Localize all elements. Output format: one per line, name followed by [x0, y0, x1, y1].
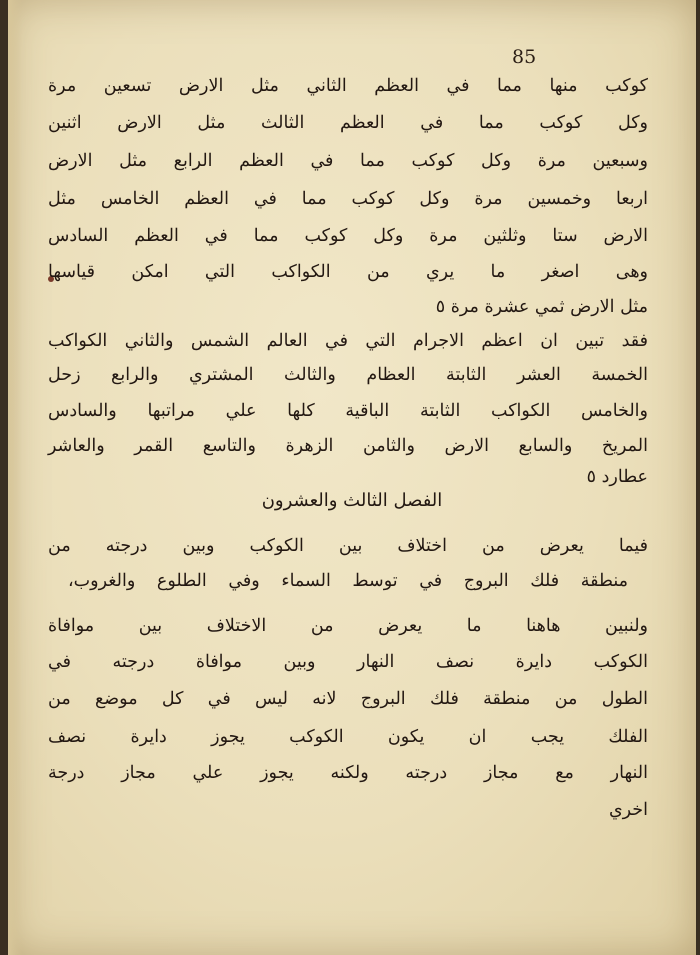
chapter-subtitle-line: منطقة فلك البروج في توسط السماء وفي الطلوع والغروب،: [68, 571, 628, 591]
text-line: وكل كوكب مما في العظم الثالث مثل الارض اثنين: [48, 113, 648, 133]
manuscript-page: [8, 0, 696, 955]
text-line: الخمسة العشر الثابتة العظام والثالث المشتري والرابع زحل: [48, 365, 648, 385]
chapter-subtitle-line: فيما يعرض من اختلاف بين الكوكب وبين درجته من: [48, 536, 648, 556]
text-line: النهار مع مجاز درجته ولكنه يجوز علي مجاز درجة: [48, 763, 648, 783]
text-line: كوكب منها مما في العظم الثاني مثل الارض تسعين مرة: [48, 76, 648, 96]
text-line: الكوكب دايرة نصف النهار وبين موافاة درجته في: [48, 652, 648, 672]
text-line: وسبعين مرة وكل كوكب مما في العظم الرابع مثل الارض: [48, 151, 648, 171]
text-line: الفلك يجب ان يكون الكوكب يجوز دايرة نصف: [48, 727, 648, 747]
chapter-title: الفصل الثالث والعشرون: [261, 490, 443, 511]
page-binding-edge: [8, 0, 22, 955]
text-line: عطارد ٥: [586, 467, 648, 487]
text-line: ولنبين هاهنا ما يعرض من الاختلاف بين موافاة: [48, 616, 648, 636]
text-line: اخري: [608, 800, 648, 820]
text-line: المريخ والسابع الارض والثامن الزهرة والتاسع القمر والعاشر: [48, 436, 648, 456]
text-line: الطول من منطقة فلك البروج لانه ليس في كل موضع من: [48, 689, 648, 709]
text-line: وهى اصغر ما يري من الكواكب التي امكن قياسها: [48, 262, 648, 282]
page-number: 85: [512, 46, 537, 68]
text-line: مثل الارض ثمي عشرة مرة ٥: [435, 297, 648, 317]
text-line: فقد تبين ان اعظم الاجرام التي في العالم الشمس والثاني الكواكب: [48, 331, 648, 351]
text-line: والخامس الكواكب الثابتة الباقية كلها علي مراتبها والسادس: [48, 401, 648, 421]
text-line: اربعا وخمسين مرة وكل كوكب مما في العظم الخامس مثل: [48, 189, 648, 209]
text-line: الارض ستا وثلثين مرة وكل كوكب مما في العظم السادس: [48, 226, 648, 246]
